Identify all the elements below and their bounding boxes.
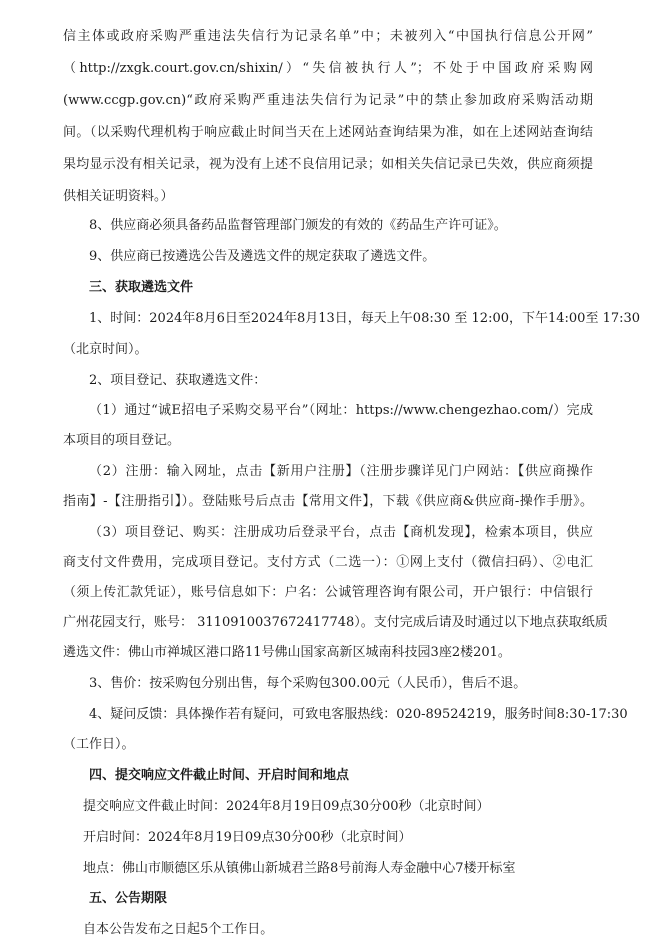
opening-time-line: 开启时间：2024年8月19日09点30分00秒（北京时间） [83,830,412,845]
requirement-item-8: 8、供应商必须具备药品监督管理部门颁发的有效的《药品生产许可证》。 [89,218,507,233]
text-line: 果均显示没有相关记录，视为没有上述不良信用记录；如相关失信记录已失效，供应商须提 [63,157,593,172]
section-heading-5: 五、公告期限 [89,891,168,906]
section-heading-3: 三、获取遴选文件 [89,280,194,295]
text-line: （http://zxgk.court.gov.cn/shixin/）“失信被执行人”；不处于中国政府采购网 [63,61,593,76]
text-line: 供相关证明资料。） [63,189,174,204]
requirement-item-9: 9、供应商已按遴选公告及遴选文件的规定获取了遴选文件。 [89,249,436,264]
text-line: （北京时间）。 [63,342,148,357]
text-line: (www.ccgp.gov.cn)“政府采购严重违法失信行为记录”中的禁止参加政府采购活动期 [63,93,593,108]
text-line: 信主体或政府采购严重违法失信行为记录名单”中；未被列入“中国执行信息公开网” [63,29,593,44]
text-line: 3、售价：按采购包分别出售，每个采购包300.00元（人民币），售后不退。 [89,676,527,691]
text-line: 商支付文件费用，完成项目登记。支付方式（二选一）：①网上支付（微信扫码）、②电汇 [63,555,593,570]
text-line: （工作日）。 [63,737,135,752]
text-line: 2、项目登记、获取遴选文件： [89,373,267,388]
text-line: （须上传汇款凭证），账号信息如下：户名：公诚管理咨询有限公司，开户银行：中信银行 [63,585,593,600]
text-line: 本项目的项目登记。 [63,433,181,448]
text-line: 1、时间：2024年8月6日至2024年8月13日，每天上午08:30 至 12:00，下午14:00至 17:30 [89,311,641,326]
text-line: （2）注册：输入网址，点击【新用户注册】（注册步骤详见门户网站：【供应商操作 [89,464,593,479]
location-line: 地点：佛山市顺德区乐从镇佛山新城君兰路8号前海人寿金融中心7楼开标室 [83,861,516,876]
text-line: 4、疑问反馈：具体操作若有疑问，可致电客服热线：020-89524219，服务时间8:30-17:30 [89,707,628,722]
text-line: 指南】-【注册指引】）。登陆账号后点击【常用文件】，下载《供应商&供应商-操作手册》。 [63,494,593,509]
section-heading-4: 四、提交响应文件截止时间、开启时间和地点 [89,768,350,783]
text-line: 间。（以采购代理机构于响应截止时间当天在上述网站查询结果为准，如在上述网站查询结 [63,125,593,140]
text-line: 遴选文件：佛山市禅城区港口路11号佛山国家高新区城南科技园3座2楼201。 [63,645,511,660]
text-line: 广州花园支行，账号： 3110910037672417748）。支付完成后请及时通过以下地点获取纸质 [63,615,608,630]
deadline-line: 提交响应文件截止时间：2024年8月19日09点30分00秒（北京时间） [83,799,490,814]
text-line: （3）项目登记、购买：注册成功后登录平台，点击【商机发现】，检索本项目，供应 [89,525,593,540]
text-line: （1）通过“诚E招电子采购交易平台”（网址：https://www.chengezhao.com/）完成 [89,403,593,418]
text-line: 自本公告发布之日起5个工作日。 [83,922,274,937]
